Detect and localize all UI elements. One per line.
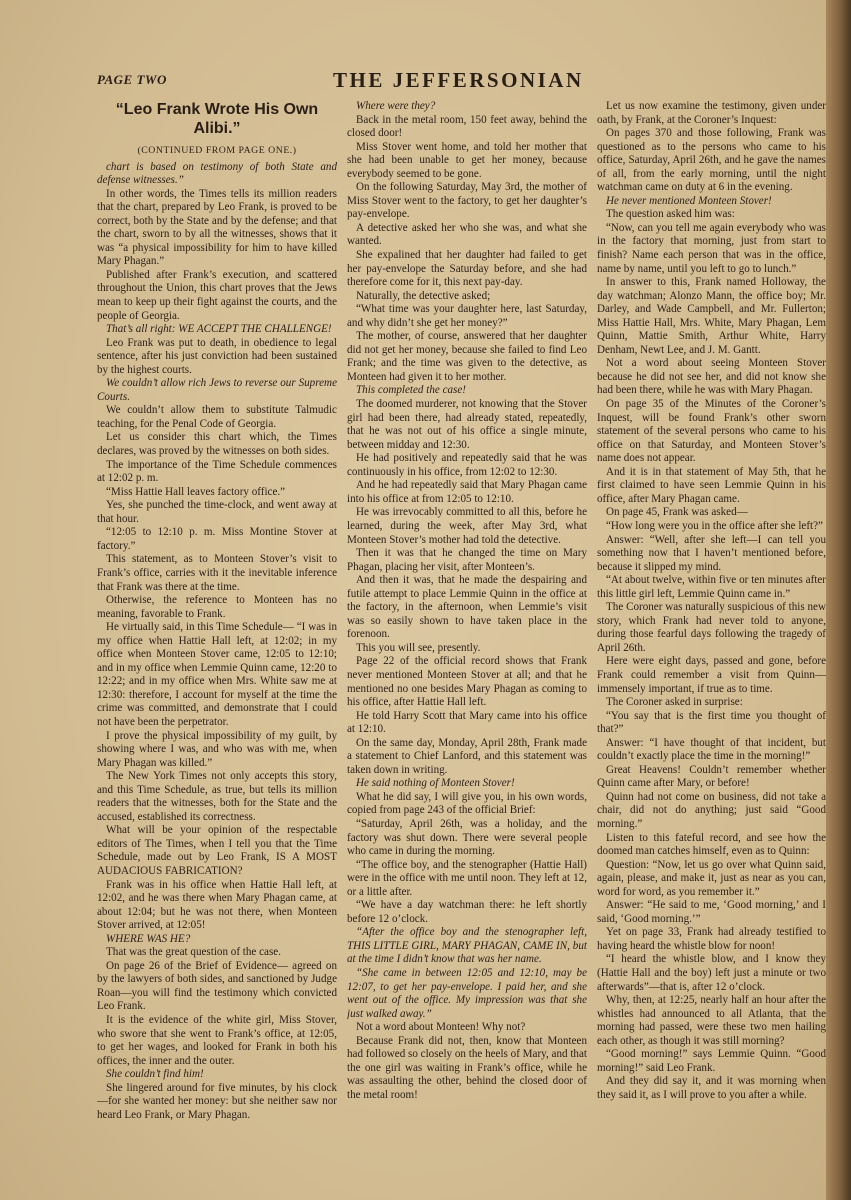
paragraph: And he had repeatedly said that Mary Phagan came into his office at from 12:05 to 12:10. <box>347 479 587 505</box>
page-number-label: PAGE TWO <box>97 72 167 87</box>
paragraph: “She came in between 12:05 and 12:10, may be 12:07, to get her pay-envelope. I paid her, and she went out of the office. My impression was that she just walked away.” <box>347 967 587 1020</box>
publication-title: THE JEFFERSONIAN <box>333 68 584 92</box>
paragraph: Naturally, the detective asked; <box>356 289 491 302</box>
paragraph: Frank was in his office when Hattie Hall left, at 12:02, and he was there when Mary Phagan came, at about 12:04; but he was not there, when Monteen Stover arrived, at 12:05! <box>97 878 337 932</box>
paragraph: And then it was, that he made the despairing and futile attempt to place Lemmie Quinn in the office at the factory, in the afternoon, when Lemmie’s visit was so easily shown to have taken place in the forenoon. <box>347 574 587 641</box>
paragraph: Not a word about Monteen! Why not? <box>356 1021 526 1034</box>
paragraph: Otherwise, the reference to Monteen has no meaning, favorable to Frank. <box>97 594 337 620</box>
paragraph: What will be your opinion of the respectable editors of The Times, when I tell you that the Time Schedule, made out by Leo Frank, IS A MOST AUDACIOUS FABRICATION? <box>97 824 337 877</box>
paragraph: And it is in that statement of May 5th, that he first claimed to have seen Lemmie Quinn in his office, after Mary Phagan came. <box>597 465 826 505</box>
column-3 <box>597 100 826 1175</box>
paragraph: She lingered around for five minutes, by his clock—for she wanted her money: but she neither saw nor heard Leo Frank, or Mary Phagan. <box>97 1081 337 1121</box>
paragraph: On page 35 of the Minutes of the Coroner’s Inquest, will be found Frank’s other sworn statement of the several persons who came to his office on that Saturday, and Monteen Stover’s name does not appear. <box>597 398 826 465</box>
paragraph: On pages 370 and those following, Frank was questioned as to the persons who came to his office, Saturday, April 26th, and he gave the names of all, from the early morning, until the night watchman came on duty at 6 in the evening. <box>597 127 826 194</box>
paragraph: Here were eight days, passed and gone, before Frank could remember a visit from Quinn—immensely important, if true as to time. <box>597 655 826 695</box>
paragraph: A detective asked her who she was, and what she wanted. <box>347 221 587 248</box>
article-title: “Leo Frank Wrote His Own Alibi.” <box>115 101 319 137</box>
paragraph: “At about twelve, within five or ten minutes after this little girl left, Lemmie Quinn came in.” <box>597 574 826 600</box>
paragraph: Where were they? <box>356 100 436 112</box>
paragraph: The mother, of course, answered that her daughter did not get her money, because she failed to find Leo Frank; and the time was given to the detective, as Monteen had given it to her mother. <box>347 330 587 383</box>
paragraph: We couldn’t allow rich Jews to reverse our Supreme Courts. <box>97 377 337 403</box>
paragraph: Question: “Now, let us go over what Quinn said, again, please, and make it, just as near as you can, word for word, as you remember it.” <box>597 858 826 898</box>
paragraph: I prove the physical impossibility of my guilt, by showing where I was, and who was with me, when Mary Phagan was killed.” <box>97 729 337 769</box>
paragraph: And they did say it, and it was morning when they said it, as I will prove to you after a while. <box>597 1075 826 1101</box>
paragraph: In answer to this, Frank named Holloway, the day watchman; Alonzo Mann, the office boy; Mr. Darley, and Wade Campbell, and Mr. Fullerton; Miss Hattie Hall, Mrs. White, Mary Phagan, Lem Quinn, Mattie Smith, Arthur White, Harry Denham, Newt Lee, and J. M. Gantt. <box>597 276 826 356</box>
paragraph: He told Harry Scott that Mary came into his office at 12:10. <box>347 709 587 736</box>
paragraph: The New York Times not only accepts this story, and this Time Schedule, as true, but tells its million readers that the witnesses, both for the State and the accused, established its correctness. <box>97 770 337 823</box>
paragraph: This statement, as to Monteen Stover’s visit to Frank’s office, carries with it the inevitable inference that Frank was there at the time. <box>97 553 337 593</box>
paragraph: “The office boy, and the stenographer (Hattie Hall) were in the office with me until noon. They left at 12, or a little after. <box>347 858 587 898</box>
paragraph: chart is based on testimony of both State and defense witnesses.” <box>97 160 337 187</box>
paragraph: Back in the metal room, 150 feet away, behind the closed door! <box>347 113 587 140</box>
paragraph: “How long were you in the office after she left?” <box>606 519 823 532</box>
paragraph: On page 26 of the Brief of Evidence— agreed on by the lawyers of both sides, and sanctioned by Judge Roan—you will find the testimony which convicted Leo Frank. <box>97 959 337 1013</box>
paragraph: That’s all right: WE ACCEPT THE CHALLENGE! <box>106 323 332 336</box>
paragraph: Miss Stover went home, and told her mother that she had been unable to get her money, because everybody seemed to be gone. <box>347 140 587 180</box>
paragraph: This you will see, presently. <box>356 641 481 654</box>
paragraph: The doomed murderer, not knowing that the Stover girl had been there, had already stated, repeatedly, that he was not out of his office a single minute, between midday and 12:30. <box>347 398 587 451</box>
paragraph: “Miss Hattie Hall leaves factory office.” <box>106 485 286 498</box>
paragraph: Because Frank did not, then, know that Monteen had followed so closely on the heels of Mary, and that the one girl was waiting in Frank’s office, while he was assaulting the other, behind the closed door of the metal room! <box>347 1034 587 1101</box>
paragraph: Not a word about seeing Monteen Stover because he did not see her, and did not know she had been there, while he was with Mary Phagan. <box>597 357 826 397</box>
continued-notice: (CONTINUED FROM PAGE ONE.) <box>137 145 297 156</box>
paragraph: Let us now examine the testimony, given under oath, by Frank, at the Coroner’s Inquest: <box>597 100 826 126</box>
paragraph: Published after Frank’s execution, and scattered throughout the Union, this chart proves that the Jews mean to keep up their fight against the courts, and the people of Georgia. <box>97 268 337 322</box>
paragraph: She couldn’t find him! <box>106 1068 204 1081</box>
paragraph: That was the great question of the case. <box>106 946 281 959</box>
paragraph: In other words, the Times tells its million readers that the chart, prepared by Leo Frank, is proved to be correct, both by the State and by the defense; and that the chart, sworn to by all the witnesses, shows that it was “a physical impossibility for him to have killed Mary Phagan.” <box>97 187 337 268</box>
paragraph: Let us consider this chart which, the Times declares, was proved by the witnesses on both sides. <box>97 431 337 458</box>
paragraph: “12:05 to 12:10 p. m. Miss Montine Stover at factory.” <box>97 526 337 552</box>
paragraph: He virtually said, in this Time Schedule— “I was in my office when Hattie Hall left, at 12:02; in my office when Monteen Stover came, 12:05 to 12:10; and in my office when Lemmie Quinn came, 12:20 to 12:22; and in my office when Mrs. White saw me at 12:30: therefore, I account for myself at the time the crime was committed, and demonstrate that I could not have been the perpetrator. <box>97 621 337 728</box>
paragraph: What he did say, I will give you, in his own words, copied from page 243 of the official Brief: <box>347 790 587 817</box>
paragraph: Great Heavens! Couldn’t remember whether Quinn came after Mary, or before! <box>597 763 826 790</box>
paragraph: She expalined that her daughter had failed to get her pay-envelope the Saturday before, and she had therefore come for it, this next pay-day. <box>347 249 587 289</box>
paragraph: Why, then, at 12:25, nearly half an hour after the whistles had announced to all Atlanta, that the morning had passed, were these two men hailing each other, as though it was still morning? <box>597 994 826 1047</box>
paragraph: “What time was your daughter here, last Saturday, and why didn’t she get her money?” <box>347 303 587 329</box>
paragraph: Then it was that he changed the time on Mary Phagan, placing her visit, after Monteen’s. <box>347 547 587 573</box>
paragraph: Answer: “He said to me, ‘Good morning,’ and I said, ‘Good morning.’” <box>597 899 826 925</box>
paragraph: On the following Saturday, May 3rd, the mother of Miss Stover went to the factory, to get her daughter’s pay-envelope. <box>347 181 587 221</box>
paragraph: Answer: “I have thought of that incident, but couldn’t exactly place the time in the morning!” <box>597 736 826 763</box>
paragraph: Quinn had not come on business, did not take a chair, did not do anything; just said “Good morning.” <box>597 790 826 830</box>
paragraph: The Coroner asked in surprise: <box>606 696 743 709</box>
paragraph: The Coroner was naturally suspicious of this new story, which Frank had never told to anyone, during those fearful days following the tragedy of April 26th. <box>597 601 826 654</box>
paragraph: We couldn’t allow them to substitute Talmudic teaching, for the Penal Code of Georgia. <box>97 404 337 430</box>
paragraph: Answer: “Well, after she left—I can tell you something now that I haven’t mentioned before, because it slipped my mind. <box>597 533 826 573</box>
paragraph: The question asked him was: <box>606 208 735 221</box>
page-binding-edge <box>826 0 851 1200</box>
paragraph: Yes, she punched the time-clock, and went away at that hour. <box>97 499 337 525</box>
paragraph: He had positively and repeatedly said that he was continuously in his office, from 12:02 to 12:30. <box>347 452 587 478</box>
paragraph: He was irrevocably committed to all this, before he learned, during the week, after May 3rd, what Monteen Stover’s mother had told the detective. <box>347 506 587 546</box>
paragraph: “We have a day watchman there: he left shortly before 12 o’clock. <box>347 899 587 925</box>
paragraph: Leo Frank was put to death, in obedience to legal sentence, after his just conviction had been sustained by the highest courts. <box>97 336 337 376</box>
paragraph: He never mentioned Monteen Stover! <box>606 194 772 207</box>
paragraph: Yet on page 33, Frank had already testified to having heard the whistle blow for noon! <box>597 926 826 952</box>
page-header <box>97 68 817 92</box>
paragraph: “Good morning!” says Lemmie Quinn. “Good morning!” said Leo Frank. <box>597 1048 826 1074</box>
paragraph: “After the office boy and the stenographer left, THIS LITTLE GIRL, MARY PHAGAN, CAME IN, but at the time I didn’t know that was her name. <box>347 926 587 966</box>
paragraph: On page 45, Frank was asked— <box>606 506 748 519</box>
paragraph: The importance of the Time Schedule commences at 12:02 p. m. <box>97 458 337 485</box>
paragraph: WHERE WAS HE? <box>106 932 191 945</box>
paragraph: This completed the case! <box>356 384 466 397</box>
paragraph: “I heard the whistle blow, and I know they (Hattie Hall and the boy) left just a minute or two afterwards”—that is, after 12 o’clock. <box>597 953 826 993</box>
paragraph: It is the evidence of the white girl, Miss Stover, who swore that she went to Frank’s office, at 12:05, to get her wages, and looked for Frank in both his offices, the inner and the outer. <box>97 1014 337 1067</box>
column-2 <box>347 100 587 1175</box>
paragraph: Page 22 of the official record shows that Frank never mentioned Monteen Stover at all; and that he mentioned no one besides Mary Phagan as coming to his office, after Hattie Hall left. <box>347 655 587 709</box>
paragraph: He said nothing of Monteen Stover! <box>356 777 515 790</box>
paragraph: Listen to this fateful record, and see how the doomed man catches himself, even as to Quinn: <box>597 831 826 858</box>
paragraph: “Now, can you tell me again everybody who was in the factory that morning, just from start to finish? Name each person that was in the office, name by name, until you left to go to lunch.” <box>597 221 826 275</box>
column-1 <box>97 100 337 1175</box>
paragraph: “You say that is the first time you thought of that?” <box>597 709 826 736</box>
paragraph: “Saturday, April 26th, was a holiday, and the factory was shut down. There were several people who came in during the morning. <box>347 817 587 858</box>
paragraph: On the same day, Monday, April 28th, Frank made a statement to Chief Lanford, and this statement was taken down in writing. <box>347 736 587 776</box>
